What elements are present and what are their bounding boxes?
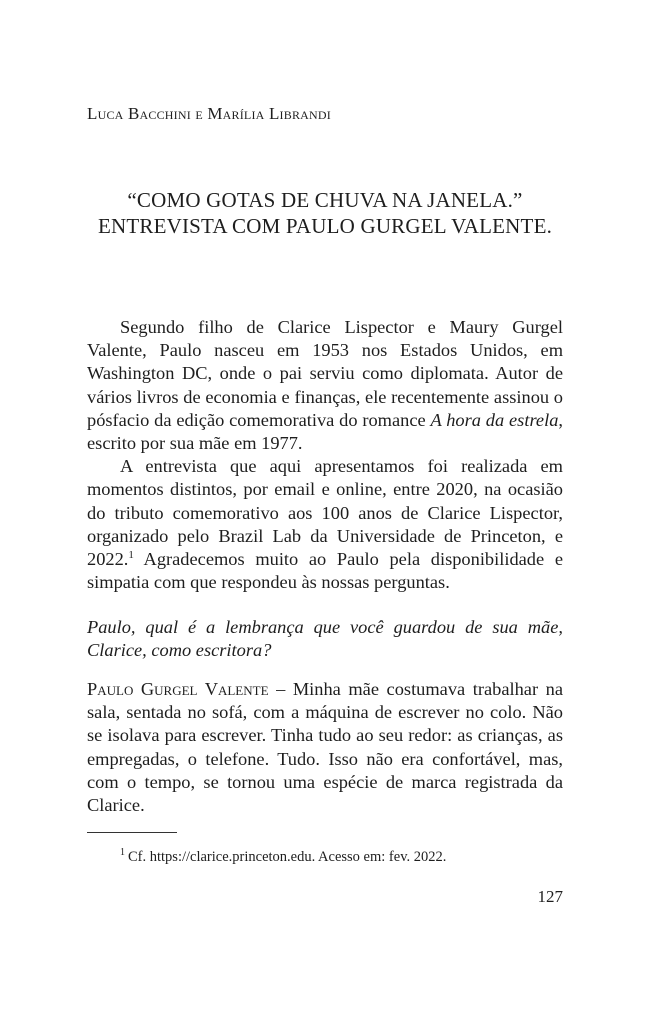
answer-text: – Minha mãe costumava trabalhar na sala, sentada no sofá, com a máquina de escrever no colo. Não se isolava para escrever. Tinha tudo ao seu redor: as crianças, as empregadas, o telefone. Tudo. Isso não era confortável, mas, com o tempo, se tornou uma espécie de marca registrada da Clarice.	[87, 679, 563, 816]
intro-paragraph-1-end: , escrito por sua mãe em 1977.	[87, 409, 563, 454]
footnote-number: 1	[120, 847, 125, 859]
footnote-text: Cf. https://clarice.princeton.edu. Acesso em: fev. 2022.	[128, 849, 447, 865]
interview-answer-1	[87, 678, 563, 817]
running-header-authors: Luca Bacchini e Marília Librandi	[87, 104, 331, 123]
intro-paragraph-1	[87, 316, 563, 455]
interview-question-1	[87, 616, 563, 662]
intro-paragraph-2-text: A entrevista que aqui apresentamos foi realizada em momentos distintos, por email e online, entre 2020, na ocasião do tributo comemorativo aos 100 anos de Clarice Lispector, organizado pelo Brazil Lab da Universidade de Princeton, e 2022.	[87, 456, 563, 570]
footnote-divider	[87, 832, 177, 833]
title-line-2: ENTREVISTA COM PAULO GURGEL VALENTE.	[97, 214, 553, 238]
question-text: Paulo, qual é a lembrança que você guardou de sua mãe, Clarice, como escritora?	[87, 617, 563, 661]
article-title	[60, 187, 590, 239]
intro-paragraph-1-text: Segundo filho de Clarice Lispector e Maury Gurgel Valente, Paulo nasceu em 1953 nos Estados Unidos, em Washington DC, onde o pai serviu como diplomata. Autor de vários livros de economia e finanças, ele recentemente assinou o pósfacio da edição comemorativa do romance	[87, 317, 563, 430]
title-line-1: “COMO GOTAS DE CHUVA NA JANELA.”	[127, 188, 523, 212]
intro-paragraph-2	[87, 455, 563, 594]
intro-paragraph-2-end: Agradecemos muito ao Paulo pela disponibilidade e simpatia com que respondeu às nossas perguntas.	[87, 549, 563, 593]
introduction	[87, 316, 563, 594]
footnote-reference: 1	[128, 548, 134, 561]
speaker-name: Paulo Gurgel Valente	[87, 679, 269, 699]
answer-paragraph	[87, 678, 563, 817]
book-title-italic: A hora da estrela	[430, 409, 559, 430]
footnote	[120, 849, 446, 866]
page-number: 127	[537, 887, 563, 906]
